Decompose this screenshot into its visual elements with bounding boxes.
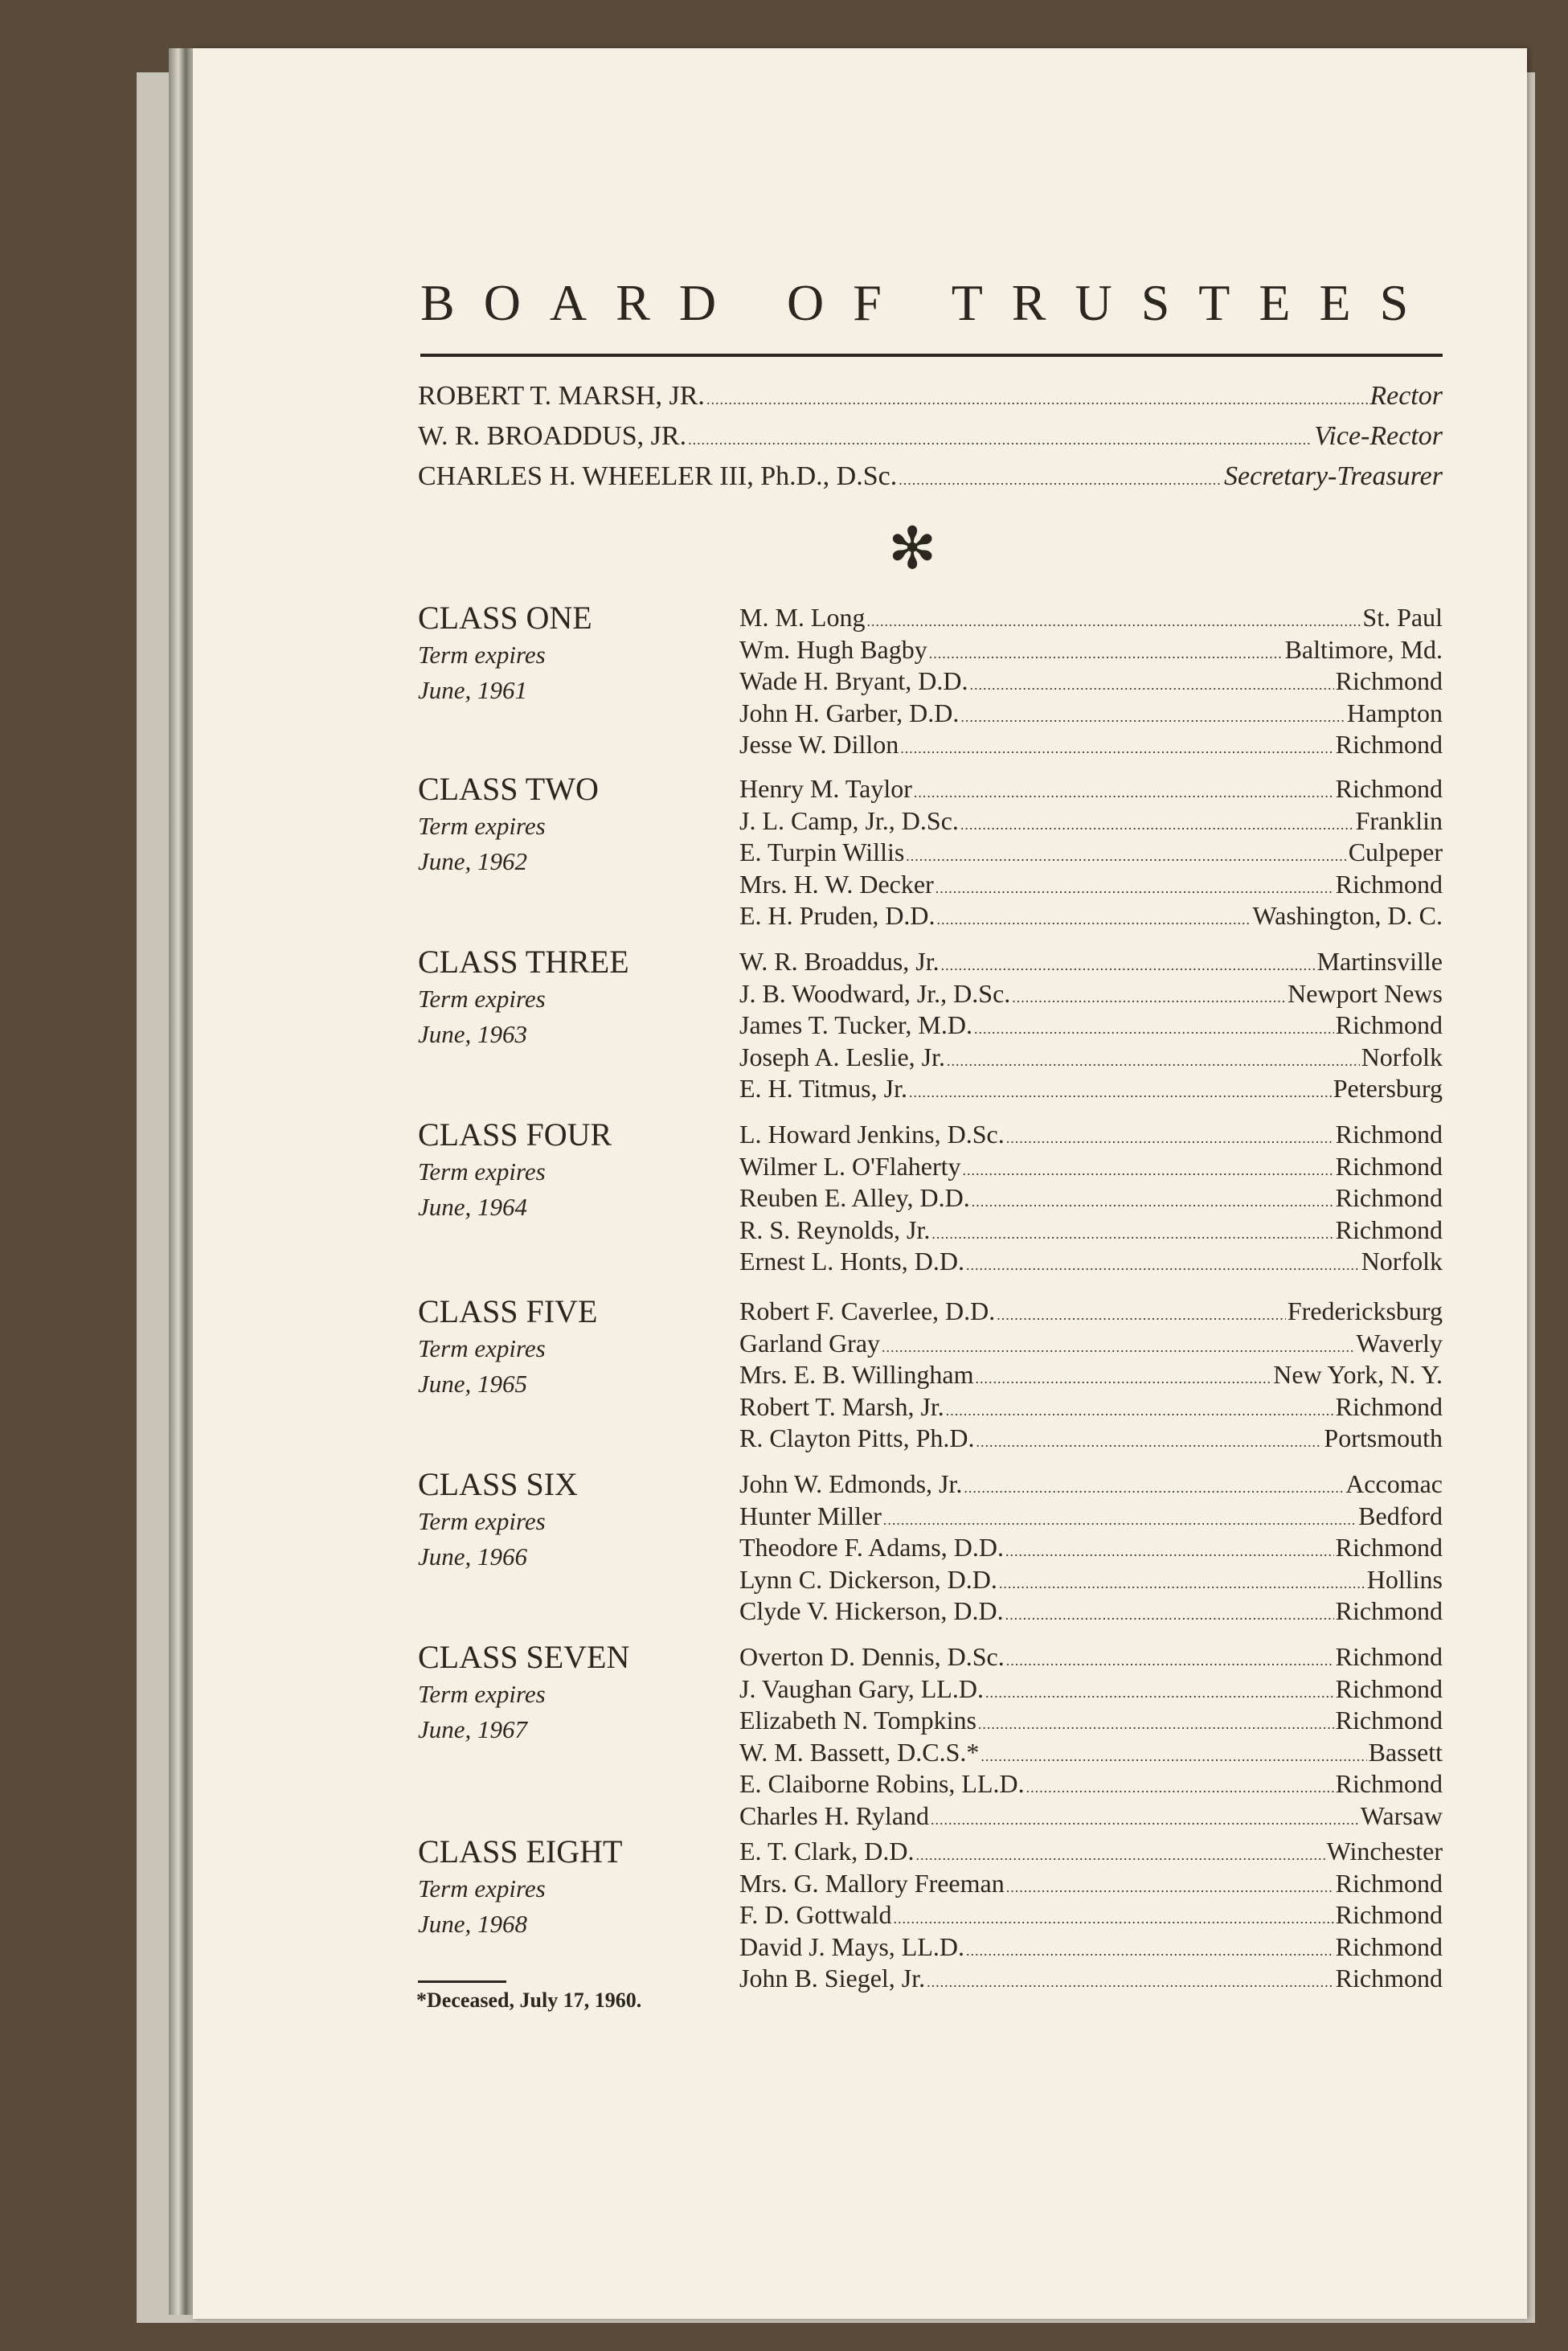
member-name: Garland Gray <box>739 1328 881 1358</box>
member-place: Richmond <box>1335 1120 1443 1149</box>
class-block <box>418 943 1443 1104</box>
term-label: Term expires <box>418 1680 546 1708</box>
member-row <box>739 1933 1443 1965</box>
footnote: *Deceased, July 17, 1960. <box>416 1989 642 2012</box>
member-name: F. D. Gottwald <box>739 1900 892 1929</box>
member-place: Richmond <box>1335 1183 1443 1212</box>
dot-leader <box>1026 1770 1334 1802</box>
dot-leader <box>969 667 1333 699</box>
members-list <box>739 948 1443 1107</box>
dot-leader <box>915 1837 1324 1870</box>
dot-leader <box>882 1329 1354 1362</box>
member-row <box>739 1361 1443 1393</box>
officer-row <box>418 458 1443 498</box>
dot-leader <box>978 1706 1334 1739</box>
term-date: June, 1962 <box>418 847 528 875</box>
member-name: W. M. Bassett, D.C.S.* <box>739 1737 980 1767</box>
class-name: CLASS TWO <box>418 771 599 807</box>
officer-name: CHARLES H. WHEELER III, Ph.D., D.Sc. <box>418 461 898 491</box>
member-place: Petersburg <box>1333 1074 1443 1103</box>
class-name: CLASS ONE <box>418 600 592 636</box>
member-row <box>739 1534 1443 1566</box>
term-date: June, 1968 <box>418 1910 528 1938</box>
member-name: Mrs. E. B. Willingham <box>739 1360 974 1389</box>
member-row <box>739 1964 1443 1997</box>
officer-name: W. R. BROADDUS, JR. <box>418 421 687 451</box>
term-date: June, 1961 <box>418 676 528 704</box>
class-block <box>418 1292 1443 1453</box>
member-name: J. B. Woodward, Jr., D.Sc. <box>739 978 1011 1008</box>
dot-leader <box>985 1675 1334 1707</box>
class-block <box>418 770 1443 931</box>
member-name: Wade H. Bryant, D.D. <box>739 666 968 695</box>
member-place: Franklin <box>1355 805 1443 835</box>
dot-leader <box>931 1802 1359 1834</box>
member-name: John B. Siegel, Jr. <box>739 1964 926 1993</box>
member-row <box>739 699 1443 731</box>
member-name: R. Clayton Pitts, Ph.D. <box>739 1423 975 1452</box>
officer-row <box>418 418 1443 458</box>
member-row <box>739 1184 1443 1216</box>
member-place: Richmond <box>1335 1533 1443 1562</box>
class-block <box>418 1116 1443 1276</box>
member-place: Portsmouth <box>1324 1423 1443 1452</box>
term-label: Term expires <box>418 641 546 669</box>
officer-role: Vice-Rector <box>1314 421 1443 451</box>
term-date: June, 1966 <box>418 1542 528 1571</box>
member-row <box>739 1120 1443 1153</box>
members-list <box>739 1297 1443 1456</box>
dot-leader <box>914 775 1334 807</box>
dot-leader <box>1006 1870 1334 1902</box>
member-row <box>739 604 1443 636</box>
member-place: Culpeper <box>1348 838 1443 866</box>
class-heading <box>418 599 731 708</box>
member-row <box>739 1075 1443 1107</box>
member-row <box>739 948 1443 980</box>
dot-leader <box>688 418 1312 458</box>
member-place: Hampton <box>1346 698 1443 727</box>
term-date: June, 1964 <box>418 1193 528 1221</box>
member-place: Baltimore, Md. <box>1284 634 1443 664</box>
dot-leader <box>975 1361 1271 1393</box>
dot-leader <box>706 378 1368 418</box>
dot-leader <box>937 902 1251 934</box>
dot-leader <box>909 1075 1332 1107</box>
members-list <box>739 1837 1443 1997</box>
dot-leader <box>960 699 1345 731</box>
member-name: E. H. Pruden, D.D. <box>739 901 935 930</box>
member-place: Winchester <box>1326 1837 1443 1866</box>
dot-leader <box>935 870 1334 903</box>
member-name: Mrs. G. Mallory Freeman <box>739 1868 1005 1898</box>
officer-role: Secretary-Treasurer <box>1224 461 1443 491</box>
member-place: Richmond <box>1335 774 1443 803</box>
member-place: Newport News <box>1288 978 1443 1008</box>
member-name: L. Howard Jenkins, D.Sc. <box>739 1120 1005 1149</box>
member-name: Jesse W. Dillon <box>739 730 899 759</box>
member-row <box>739 1502 1443 1534</box>
class-heading <box>418 1638 731 1747</box>
dot-leader <box>929 636 1283 668</box>
member-name: R. S. Reynolds, Jr. <box>739 1214 931 1244</box>
member-name: John W. Edmonds, Jr. <box>739 1469 963 1498</box>
member-name: E. T. Clark, D.D. <box>739 1837 915 1866</box>
officer-row <box>418 378 1443 418</box>
class-block <box>418 599 1443 760</box>
member-name: Wilmer L. O'Flaherty <box>739 1151 961 1181</box>
member-row <box>739 1802 1443 1834</box>
class-block <box>418 1638 1443 1830</box>
member-row <box>739 636 1443 668</box>
member-name: W. R. Broaddus, Jr. <box>739 947 940 976</box>
member-row <box>739 1739 1443 1771</box>
dot-leader <box>1006 1120 1334 1153</box>
dot-leader <box>866 604 1361 636</box>
member-place: Washington, D. C. <box>1252 901 1443 930</box>
dot-leader <box>1006 1643 1334 1675</box>
dot-leader <box>997 1297 1286 1329</box>
member-row <box>739 980 1443 1012</box>
member-row <box>739 1837 1443 1870</box>
member-name: John H. Garber, D.D. <box>739 698 960 727</box>
member-name: J. L. Camp, Jr., D.Sc. <box>739 805 959 835</box>
dot-leader <box>931 1216 1333 1248</box>
class-heading <box>418 943 731 1052</box>
member-row <box>739 1216 1443 1248</box>
member-row <box>739 1329 1443 1362</box>
member-row <box>739 1153 1443 1185</box>
member-row <box>739 807 1443 839</box>
class-name: CLASS FOUR <box>418 1116 612 1153</box>
dot-leader <box>1012 980 1286 1012</box>
member-row <box>739 902 1443 934</box>
class-heading <box>418 770 731 879</box>
class-name: CLASS SEVEN <box>418 1639 630 1675</box>
member-place: Richmond <box>1335 1391 1443 1421</box>
member-name: James T. Tucker, M.D. <box>739 1010 972 1039</box>
member-name: J. Vaughan Gary, LL.D. <box>739 1673 984 1703</box>
member-row <box>739 1870 1443 1902</box>
class-block <box>418 1465 1443 1626</box>
dot-leader <box>941 948 1316 980</box>
member-place: Norfolk <box>1361 1042 1443 1071</box>
dot-leader <box>883 1502 1357 1534</box>
member-place: Accomac <box>1345 1469 1443 1498</box>
asterisk-ornament-icon: ✻ <box>888 517 937 581</box>
class-name: CLASS FIVE <box>418 1293 598 1329</box>
member-row <box>739 1706 1443 1739</box>
member-row <box>739 1566 1443 1598</box>
member-place: Richmond <box>1335 1214 1443 1244</box>
member-place: Richmond <box>1335 1673 1443 1703</box>
member-name: Charles H. Ryland <box>739 1800 930 1830</box>
class-block <box>418 1833 1443 1993</box>
member-name: Overton D. Dennis, D.Sc. <box>739 1642 1005 1671</box>
member-row <box>739 1393 1443 1425</box>
class-name: CLASS SIX <box>418 1466 578 1502</box>
member-place: Richmond <box>1335 730 1443 759</box>
members-list <box>739 1120 1443 1280</box>
dot-leader <box>999 1566 1365 1598</box>
member-name: Mrs. H. W. Decker <box>739 869 934 899</box>
member-place: Hollins <box>1366 1564 1443 1594</box>
member-row <box>739 1011 1443 1043</box>
members-list <box>739 1643 1443 1833</box>
member-name: M. M. Long <box>739 603 866 632</box>
member-name: Reuben E. Alley, D.D. <box>739 1183 970 1212</box>
dot-leader <box>976 1424 1323 1456</box>
dot-leader <box>900 731 1333 763</box>
member-row <box>739 1297 1443 1329</box>
members-list <box>739 775 1443 934</box>
dot-leader <box>1005 1534 1334 1566</box>
member-place: New York, N. Y. <box>1273 1360 1443 1389</box>
class-name: CLASS EIGHT <box>418 1833 623 1870</box>
member-place: Richmond <box>1335 1964 1443 1993</box>
dot-leader <box>964 1470 1344 1502</box>
member-place: Fredericksburg <box>1287 1296 1443 1325</box>
member-place: Richmond <box>1335 1931 1443 1961</box>
dot-leader <box>972 1184 1334 1216</box>
member-place: Richmond <box>1335 1010 1443 1039</box>
officers-list <box>418 378 1443 498</box>
member-place: Richmond <box>1335 869 1443 899</box>
member-row <box>739 1043 1443 1075</box>
member-row <box>739 1901 1443 1933</box>
member-place: Martinsville <box>1316 947 1443 976</box>
term-label: Term expires <box>418 1334 546 1362</box>
member-row <box>739 1770 1443 1802</box>
term-label: Term expires <box>418 985 546 1013</box>
member-row <box>739 1424 1443 1456</box>
dot-leader <box>906 838 1346 870</box>
member-place: St. Paul <box>1362 603 1443 632</box>
member-name: Elizabeth N. Tompkins <box>739 1706 976 1735</box>
dot-leader <box>966 1933 1334 1965</box>
term-date: June, 1963 <box>418 1020 528 1048</box>
member-row <box>739 1643 1443 1675</box>
member-name: E. H. Titmus, Jr. <box>739 1074 907 1103</box>
member-place: Bedford <box>1358 1501 1443 1530</box>
dot-leader <box>946 1393 1334 1425</box>
member-row <box>739 870 1443 903</box>
member-name: Robert F. Caverlee, D.D. <box>739 1296 996 1325</box>
member-name: Ernest L. Honts, D.D. <box>739 1247 964 1276</box>
member-name: Wm. Hugh Bagby <box>739 634 927 664</box>
officer-name: ROBERT T. MARSH, JR. <box>418 381 705 411</box>
member-row <box>739 1470 1443 1502</box>
member-place: Richmond <box>1335 1868 1443 1898</box>
term-date: June, 1965 <box>418 1370 528 1398</box>
page-title: BOARD OF TRUSTEES <box>420 274 1438 331</box>
dot-leader <box>947 1043 1360 1075</box>
dot-leader <box>1005 1597 1334 1629</box>
member-place: Richmond <box>1335 1642 1443 1671</box>
dot-leader <box>966 1247 1360 1280</box>
footnote-rule <box>418 1980 506 1983</box>
member-name: E. Claiborne Robins, LL.D. <box>739 1769 1025 1798</box>
member-place: Warsaw <box>1360 1800 1443 1830</box>
member-row <box>739 1675 1443 1707</box>
members-list <box>739 604 1443 763</box>
member-name: Theodore F. Adams, D.D. <box>739 1533 1004 1562</box>
class-heading <box>418 1465 731 1575</box>
member-place: Richmond <box>1335 666 1443 695</box>
dot-leader <box>974 1011 1334 1043</box>
term-label: Term expires <box>418 1874 546 1903</box>
class-heading <box>418 1833 731 1942</box>
member-place: Richmond <box>1335 1151 1443 1181</box>
dot-leader <box>893 1901 1333 1933</box>
term-date: June, 1967 <box>418 1715 528 1743</box>
dot-leader <box>899 458 1222 498</box>
title-rule <box>420 354 1443 357</box>
member-name: David J. Mays, LL.D. <box>739 1931 964 1961</box>
members-list <box>739 1470 1443 1629</box>
dot-leader <box>963 1153 1334 1185</box>
member-row <box>739 731 1443 763</box>
class-heading <box>418 1116 731 1225</box>
dot-leader <box>981 1739 1366 1771</box>
member-place: Richmond <box>1335 1900 1443 1929</box>
term-label: Term expires <box>418 1157 546 1186</box>
class-heading <box>418 1292 731 1402</box>
term-label: Term expires <box>418 812 546 840</box>
member-row <box>739 667 1443 699</box>
member-row <box>739 838 1443 870</box>
dot-leader <box>927 1964 1334 1997</box>
member-place: Richmond <box>1335 1769 1443 1798</box>
member-row <box>739 1597 1443 1629</box>
member-place: Richmond <box>1335 1596 1443 1625</box>
member-row <box>739 775 1443 807</box>
member-place: Norfolk <box>1361 1247 1443 1276</box>
member-name: Clyde V. Hickerson, D.D. <box>739 1596 1004 1625</box>
member-name: Lynn C. Dickerson, D.D. <box>739 1564 997 1594</box>
member-name: Robert T. Marsh, Jr. <box>739 1391 944 1421</box>
member-place: Richmond <box>1335 1706 1443 1735</box>
member-name: E. Turpin Willis <box>739 838 905 866</box>
term-label: Term expires <box>418 1507 546 1535</box>
member-row <box>739 1247 1443 1280</box>
member-name: Henry M. Taylor <box>739 774 912 803</box>
member-place: Waverly <box>1356 1328 1443 1358</box>
dot-leader <box>960 807 1354 839</box>
member-place: Bassett <box>1368 1737 1443 1767</box>
class-name: CLASS THREE <box>418 944 629 980</box>
member-name: Hunter Miller <box>739 1501 882 1530</box>
officer-role: Rector <box>1369 381 1443 411</box>
member-name: Joseph A. Leslie, Jr. <box>739 1042 945 1071</box>
binding-edge <box>169 48 193 2315</box>
